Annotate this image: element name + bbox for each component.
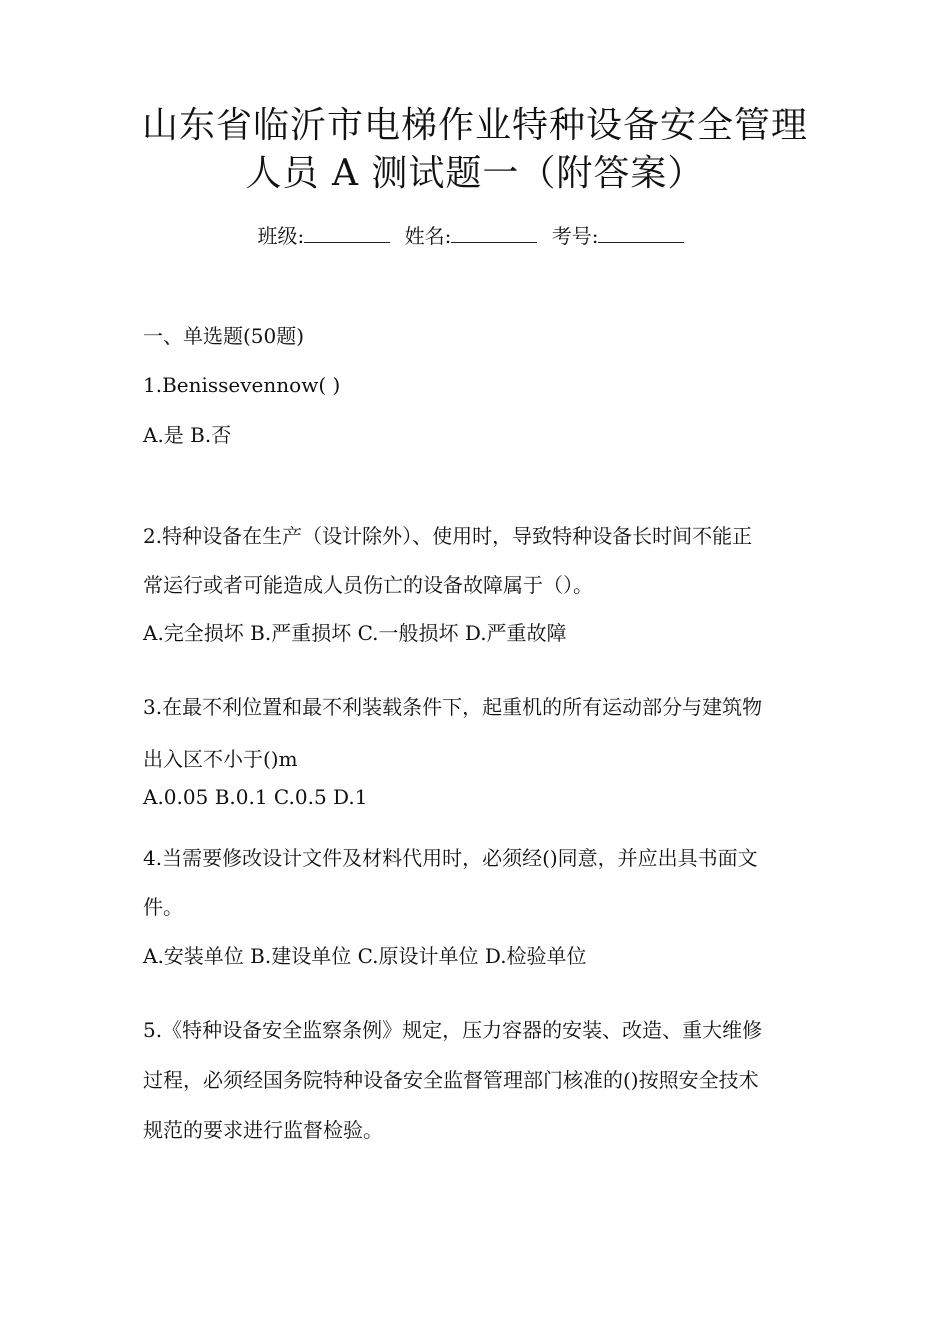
question-5-text-line-2: 过程，必须经国务院特种设备安全监督管理部门核准的()按照安全技术 [143,1068,759,1092]
class-label: 班级: [257,224,305,248]
question-5-text-line-1: 5.《特种设备安全监察条例》规定，压力容器的安装、改造、重大维修 [143,1018,763,1042]
question-4-options: A.安装单位 B.建设单位 C.原设计单位 D.检验单位 [143,944,587,968]
class-blank [304,224,390,243]
question-2-text-line-2: 常运行或者可能造成人员伤亡的设备故障属于（）。 [143,573,593,597]
question-5-text-line-3: 规范的要求进行监督检验。 [143,1118,383,1142]
question-2-options: A.完全损坏 B.严重损坏 C.一般损坏 D.严重故障 [143,621,567,645]
question-2-text-line-1: 2.特种设备在生产（设计除外）、使用时，导致特种设备长时间不能正 [143,524,753,548]
number-blank [598,224,684,243]
question-1-text: 1.Benissevennow( ) [143,373,341,397]
question-3-text-line-1: 3.在最不利位置和最不利装载条件下，起重机的所有运动部分与建筑物 [143,695,763,719]
name-blank [451,224,537,243]
question-4-text-line-1: 4.当需要修改设计文件及材料代用时，必须经()同意，并应出具书面文 [143,846,758,870]
question-1-options: A.是 B.否 [143,423,232,447]
section-heading: 一、单选题(50题) [143,324,305,348]
document-title-line-2: 人员 A 测试题一（附答案） [245,153,705,194]
student-info-line [0,222,950,250]
question-4-text-line-2: 件。 [143,895,183,919]
document-title-line-1: 山东省临沂市电梯作业特种设备安全管理 [141,105,808,146]
question-3-text-line-2: 出入区不小于()m [143,747,298,771]
name-label: 姓名: [404,224,452,248]
number-label: 考号: [551,224,599,248]
question-3-options: A.0.05 B.0.1 C.0.5 D.1 [143,785,368,809]
